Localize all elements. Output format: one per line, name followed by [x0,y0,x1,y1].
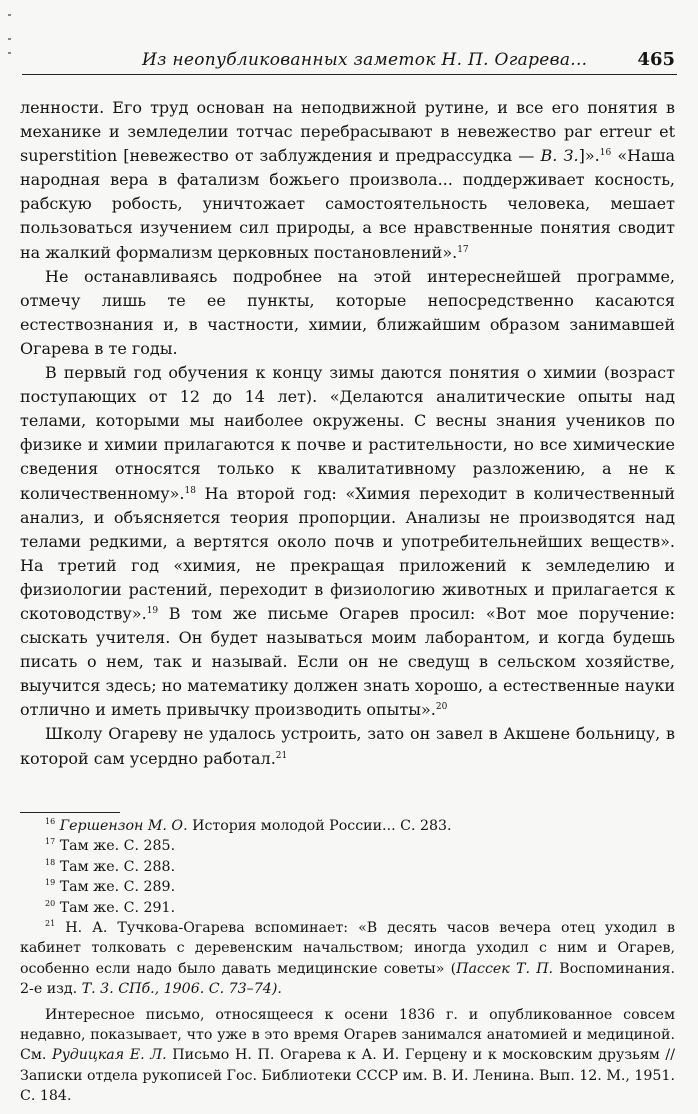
editor-initials: В. З. [540,146,579,166]
footnotes [20,816,675,1107]
footnote-18: $^{18}$ Там же. С. 288. [45,857,176,875]
footnote-21: $^{21}$ Н. А. Тучкова-Огарева вспоминает: «В десять часов вечера отец уходил в кабинет толковать с деревенским начальством; иногда уходил с ним и Огарев, особенно если надо было давать медицинские советы» (Пассек Т. П. Воспоминания. 2-е изд. Т. 3. СПб., 1906. С. 73–74). [20,919,675,998]
paragraph: В первый год обучения к концу зимы даются понятия о химии (возраст поступающих от 12 до 14 лет). «Делаются аналитические опыты над телами, которыми мы наиболее окружены. С весны знания учеников по физике и химии прилагаются к почве и растительности, но все химические сведения относятся только к квалитативному разложению, а не к количественному».$^{18}$ На второй год: «Химия переходит в количественный анализ, и объясняется теория пропорции. Анализы не производятся над телами редкими, а вертятся около почв и употребительнейших веществ». На третий год «химия, не прекращая приложений к земледелию и физиологии растений, переходит в физиологию животных и прилагается к скотоводству».$^{19}$ В том же письме Огарев просил: «Вот мое поручение: сыскать учителя. Он будет называться моим лаборантом, и когда будешь писать о нем, так и называй. Если он не сведущ в сельском хозяйстве, выучится здесь; но математику должен знать хорошо, а естественные науки отлично и иметь привычку производить опыты».$^{20}$ [20,363,675,720]
footnote-ref: 18 [184,485,196,496]
footnote-20: $^{20}$ Там же. С. 291. [45,898,176,916]
footnote-ref: 19 [146,605,159,616]
footnote-21-continuation: Интересное письмо, относящееся к осени 1836 г. и опубликованное совсем недавно, показывает, что уже в это время Огарев занимался анатомией и медициной. См. Рудицкая Е. Л. Письмо Н. П. Огарева к А. И. Герцену и к московским друзьям // Записки отдела рукописей Гос. Библиотеки СССР им. В. И. Ленина. Вып. 12. М., 1951. С. 184. [20,1006,675,1105]
footnote-ref: 20 [435,702,448,713]
footnote-16: $^{16}$ Гершензон М. О. История молодой России... С. 283. [45,817,452,834]
main-text [20,96,675,771]
page-number: 465 [637,49,675,70]
footnote-ref: 17 [457,244,469,255]
footnote-ref: 21 [275,750,288,761]
gutter-mark [8,38,11,40]
paragraph: Не останавливаясь подробнее на этой интереснейшей программе, отмечу лишь те ее пункты, которые непосредственно касаются естествознания и, в частности, химии, ближайшим образом занимавшей Огарева в те годы. [20,266,675,358]
footnote-separator [20,812,120,813]
paragraph: ленности. Его труд основан на неподвижной рутине, и все его понятия в механике и земледелии тотчас перебрасывают в невежество par erreur et superstition [невежество от заблуждения и предрассудка — В. З.]».$^{16}$ «Наша народная вера в фатализм божьего произвола... поддерживает косность, рабскую робость, уничтожает самостоятельность человека, мешает пользоваться изучением сил природы, а все нравственные понятия сводит на жалкий формализм церковных постановлений».$^{17}$ [20,98,676,262]
running-title: Из неопубликованных заметок Н. П. Огарева... [142,50,588,70]
footnote-17: $^{17}$ Там же. С. 285. [45,837,176,855]
gutter-mark [8,52,11,54]
footnote-19: $^{19}$ Там же. С. 289. [45,878,176,896]
running-header [22,48,677,75]
footnote-ref: 16 [599,148,612,159]
paragraph: Школу Огареву не удалось устроить, зато он завел в Акшене больницу, в которой сам усердно работал.$^{21}$ [20,724,675,768]
gutter-mark [8,14,11,16]
